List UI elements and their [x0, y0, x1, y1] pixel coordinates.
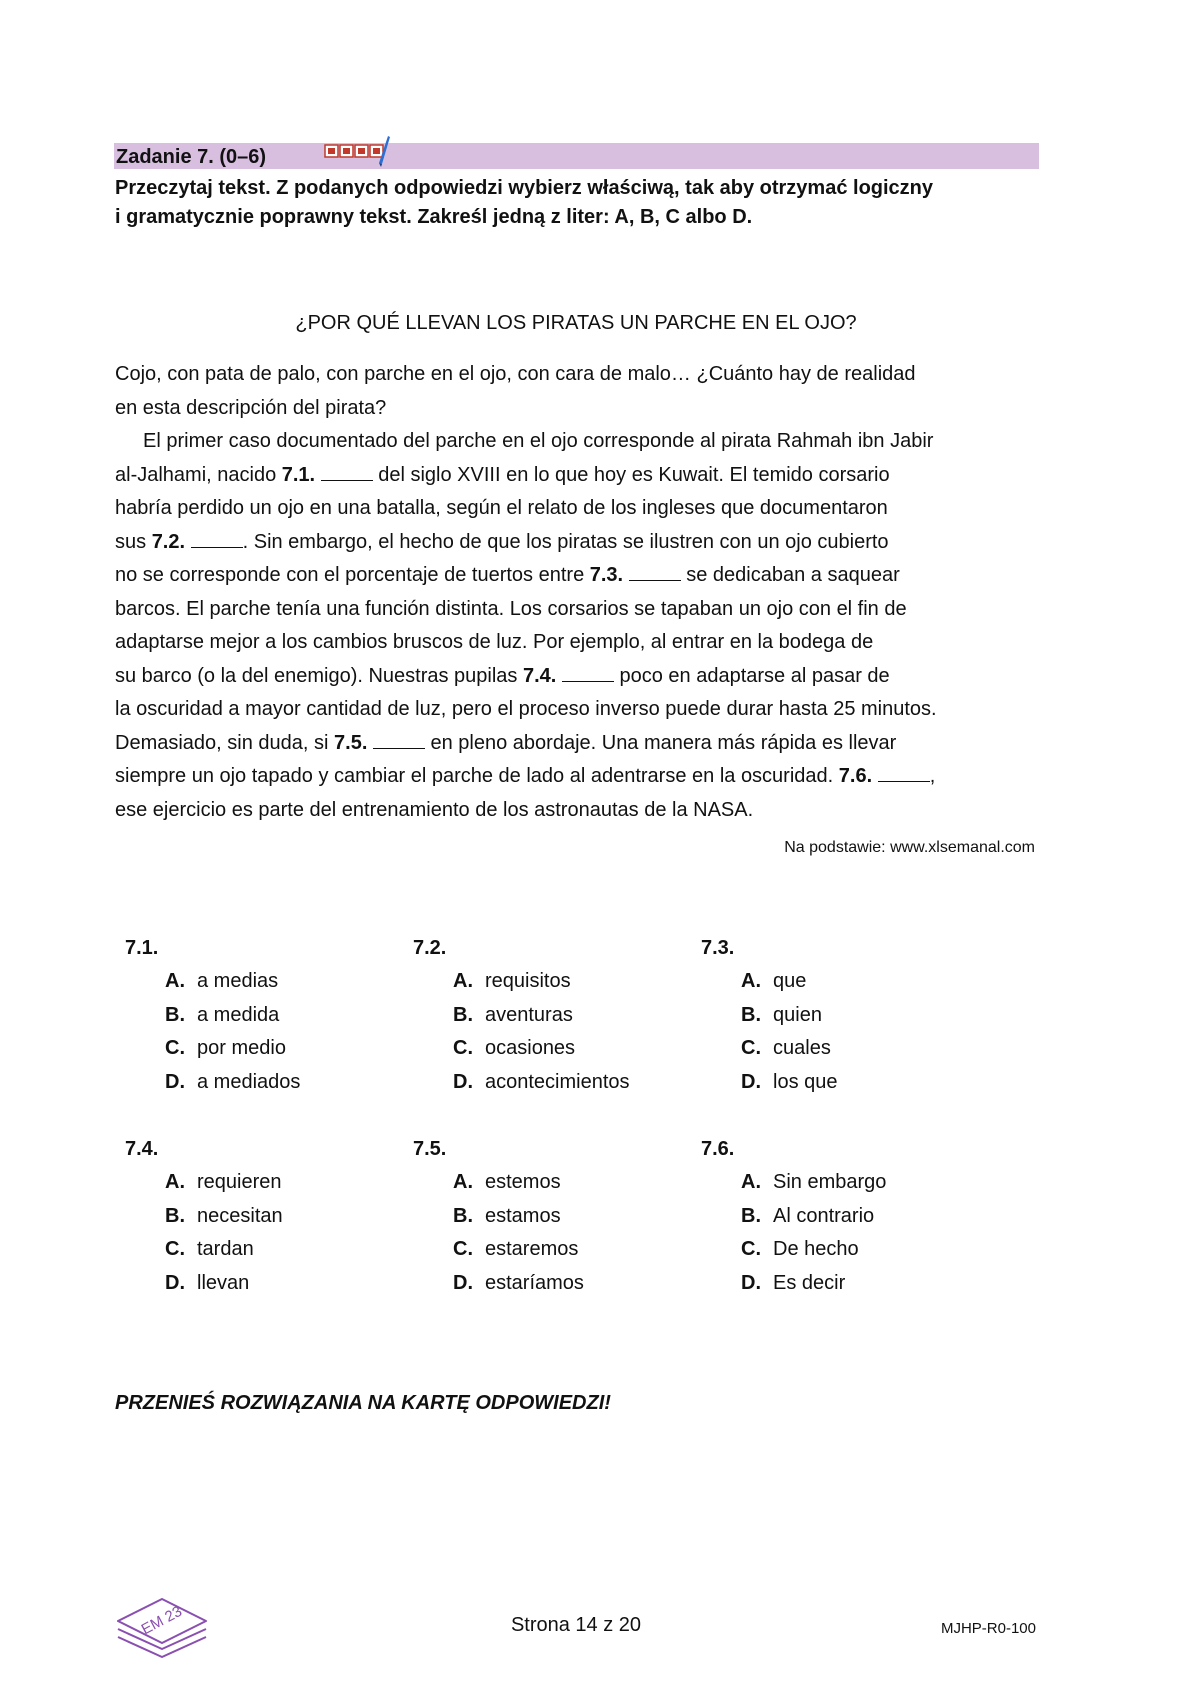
option-text: ocasiones: [485, 1037, 576, 1059]
option-text: estemos: [485, 1171, 561, 1193]
instruction-line-2: i gramatycznie poprawny tekst. Zakreśl jedną z liter: A, B, C albo D.: [115, 206, 753, 228]
option-letter: A.: [453, 1171, 473, 1193]
option-c[interactable]: [413, 1032, 693, 1066]
text-segment: su barco (o la del enemigo). Nuestras pupilas: [115, 664, 523, 687]
gap-blank-7-1: [321, 466, 373, 481]
option-letter: C.: [741, 1037, 761, 1059]
option-letter: D.: [165, 1070, 185, 1093]
option-letter: B.: [453, 1003, 473, 1026]
gap-number-7-3: 7.3.: [589, 564, 624, 586]
article-line: [115, 760, 1075, 794]
gap-number-7-1: 7.1.: [281, 463, 316, 486]
option-text: estamos: [485, 1204, 561, 1227]
gap-blank-7-2: [191, 533, 243, 548]
option-text: Al contrario: [773, 1204, 875, 1227]
gap-blank-7-4: [562, 667, 614, 682]
option-letter: C.: [453, 1238, 473, 1260]
option-letter: B.: [165, 1204, 185, 1227]
option-text: estaríamos: [485, 1271, 584, 1294]
text-segment: siempre un ojo tapado y cambiar el parche de lado al adentrarse en la oscuridad.: [115, 765, 839, 787]
option-letter: A.: [741, 970, 761, 992]
option-b[interactable]: [125, 999, 405, 1033]
question-7-1: [125, 932, 405, 1099]
option-a[interactable]: [701, 1166, 981, 1200]
option-a[interactable]: [125, 965, 405, 999]
article-line: la oscuridad a mayor cantidad de luz, pero el proceso inverso puede durar hasta 25 minutos.: [115, 698, 937, 720]
option-letter: B.: [741, 1204, 761, 1227]
option-c[interactable]: [701, 1032, 981, 1066]
option-d[interactable]: [413, 1066, 693, 1100]
article-line: El primer caso documentado del parche en el ojo corresponde al pirata Rahmah ibn Jabir: [143, 430, 934, 452]
option-text: a medias: [197, 970, 279, 992]
gap-number-7-5: 7.5.: [334, 731, 368, 754]
option-letter: A.: [741, 1171, 761, 1193]
option-a[interactable]: [413, 1166, 693, 1200]
option-text: necesitan: [197, 1204, 283, 1227]
question-number: 7.4.: [125, 1138, 159, 1160]
question-number: 7.3.: [701, 937, 735, 959]
task-type-icon: [323, 133, 391, 169]
option-a[interactable]: [701, 965, 981, 999]
option-letter: D.: [741, 1271, 761, 1294]
option-b[interactable]: [413, 999, 693, 1033]
option-c[interactable]: [701, 1233, 981, 1267]
question-number: 7.6.: [701, 1138, 735, 1160]
article-line: adaptarse mejor a los cambios bruscos de luz. Por ejemplo, al entrar en la bodega de: [115, 631, 874, 653]
option-letter: A.: [453, 970, 473, 992]
option-text: que: [773, 970, 807, 992]
option-a[interactable]: [413, 965, 693, 999]
transfer-answers-notice: PRZENIEŚ ROZWIĄZANIA NA KARTĘ ODPOWIEDZI!: [115, 1392, 611, 1414]
article-line: ese ejercicio es parte del entrenamiento de los astronautas de la NASA.: [115, 798, 754, 821]
article-line: barcos. El parche tenía una función distinta. Los corsarios se tapaban un ojo con el fin de: [115, 597, 907, 620]
option-d[interactable]: [125, 1066, 405, 1100]
option-letter: B.: [165, 1003, 185, 1026]
option-text: Sin embargo: [773, 1171, 887, 1193]
question-number: 7.5.: [413, 1138, 447, 1160]
article-title: ¿POR QUÉ LLEVAN LOS PIRATAS UN PARCHE EN EL OJO?: [295, 312, 857, 334]
option-letter: D.: [165, 1271, 185, 1294]
article-line: [115, 526, 1075, 560]
option-text: cuales: [773, 1037, 831, 1059]
option-b[interactable]: [413, 1200, 693, 1234]
question-7-2: [413, 932, 693, 1099]
option-letter: D.: [453, 1070, 473, 1093]
option-letter: B.: [453, 1204, 473, 1227]
gap-blank-7-6: [878, 767, 930, 782]
option-d[interactable]: [701, 1267, 981, 1301]
article-line: [115, 727, 1075, 761]
text-segment: ,: [929, 765, 936, 787]
option-letter: B.: [741, 1003, 761, 1026]
text-segment: se dedicaban a saquear: [680, 564, 900, 586]
option-letter: C.: [165, 1238, 185, 1260]
option-letter: D.: [453, 1271, 473, 1294]
option-letter: C.: [741, 1238, 761, 1260]
option-b[interactable]: [125, 1200, 405, 1234]
page-number: Strona 14 z 20: [510, 1614, 642, 1636]
option-d[interactable]: [701, 1066, 981, 1100]
question-number: 7.1.: [125, 937, 159, 959]
text-segment: . Sin embargo, el hecho de que los piratas se ilustren con un ojo cubierto: [242, 530, 889, 553]
article-line: en esta descripción del pirata?: [115, 396, 387, 419]
option-text: acontecimientos: [485, 1070, 630, 1093]
article-line: habría perdido un ojo en una batalla, según el relato de los ingleses que documentaron: [115, 497, 888, 519]
text-segment: Demasiado, sin duda, si: [115, 731, 335, 754]
question-7-4: [125, 1133, 405, 1300]
text-segment: del siglo XVIII en lo que hoy es Kuwait. El temido corsario: [372, 463, 890, 486]
gap-blank-7-5: [373, 734, 425, 749]
option-text: llevan: [197, 1271, 250, 1294]
option-text: los que: [773, 1070, 838, 1093]
question-7-5: [413, 1133, 693, 1300]
option-text: Es decir: [773, 1271, 846, 1294]
task-title: Zadanie 7. (0–6): [116, 146, 267, 168]
option-d[interactable]: [413, 1267, 693, 1301]
exam-code: MJHP-R0-100: [940, 1620, 1036, 1637]
option-b[interactable]: [701, 999, 981, 1033]
option-c[interactable]: [413, 1233, 693, 1267]
option-text: a mediados: [197, 1070, 301, 1093]
option-text: De hecho: [773, 1238, 859, 1260]
article-line: [115, 459, 1075, 493]
option-text: quien: [773, 1003, 822, 1026]
text-segment: poco en adaptarse al pasar de: [613, 664, 890, 687]
question-7-3: [701, 932, 981, 1099]
article-source: Na podstawie: www.xlsemanal.com: [784, 839, 1035, 856]
option-letter: A.: [165, 970, 185, 992]
option-text: por medio: [197, 1037, 286, 1059]
question-number: 7.2.: [413, 937, 447, 959]
option-text: requisitos: [485, 970, 571, 992]
option-text: estaremos: [485, 1238, 579, 1260]
instruction-line-1: Przeczytaj tekst. Z podanych odpowiedzi wybierz właściwą, tak aby otrzymać logiczny: [115, 177, 934, 199]
option-c[interactable]: [125, 1233, 405, 1267]
option-text: requieren: [197, 1171, 282, 1193]
task-instruction: [115, 174, 1045, 232]
text-segment: al-Jalhami, nacido: [115, 463, 282, 486]
gap-number-7-6: 7.6.: [838, 765, 873, 787]
text-segment: no se corresponde con el porcentaje de tuertos entre: [115, 564, 590, 586]
option-text: aventuras: [485, 1003, 573, 1026]
option-letter: D.: [741, 1070, 761, 1093]
gap-blank-7-3: [629, 566, 681, 581]
option-letter: A.: [165, 1171, 185, 1193]
article-line: [115, 559, 1075, 593]
text-segment: en pleno abordaje. Una manera más rápida es llevar: [424, 731, 897, 754]
question-7-6: [701, 1133, 981, 1300]
option-letter: C.: [453, 1037, 473, 1059]
article-line: [115, 660, 1075, 694]
option-b[interactable]: [701, 1200, 981, 1234]
option-c[interactable]: [125, 1032, 405, 1066]
text-segment: sus: [115, 530, 152, 553]
gap-number-7-4: 7.4.: [523, 664, 557, 687]
option-text: a medida: [197, 1003, 280, 1026]
article-line: Cojo, con pata de palo, con parche en el ojo, con cara de malo… ¿Cuánto hay de realidad: [115, 363, 916, 385]
option-text: tardan: [197, 1238, 254, 1260]
gap-number-7-2: 7.2.: [151, 530, 186, 553]
svg-text:EM 23: EM 23: [138, 1602, 185, 1639]
option-letter: C.: [165, 1037, 185, 1059]
article-text: [115, 358, 1075, 827]
option-d[interactable]: [125, 1267, 405, 1301]
option-a[interactable]: [125, 1166, 405, 1200]
